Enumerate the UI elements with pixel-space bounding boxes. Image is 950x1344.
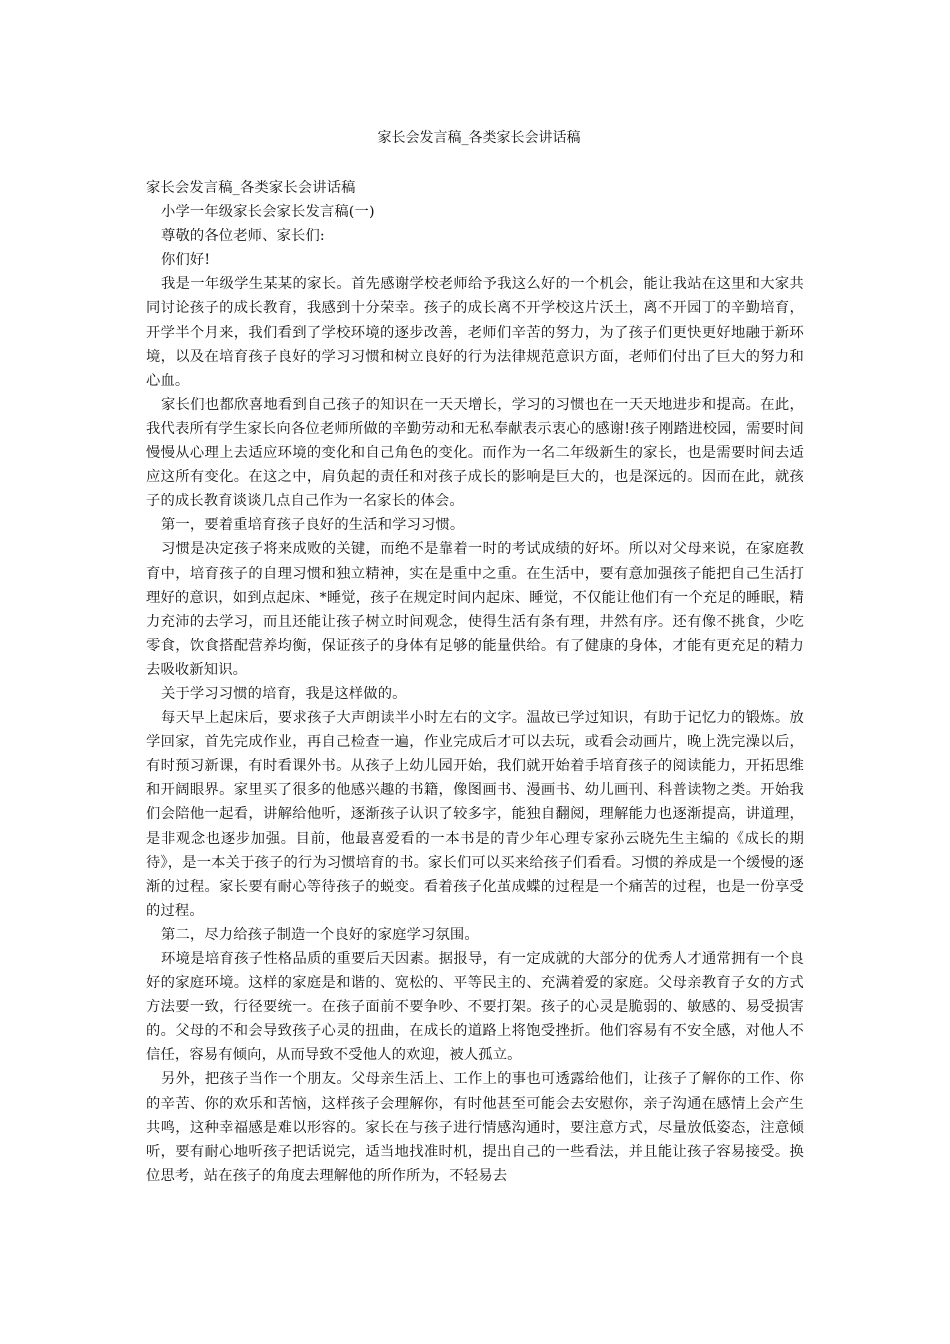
paragraph-daily-routine: 每天早上起床后，要求孩子大声朗读半小时左右的文字。温故已学过知识，有助于记忆力的锻炼。放学回家，首先完成作业，再自己检查一遍，作业完成后才可以去玩，或看会动画片，晚上洗完澡以后，有时预习新课，有时看课外书。从孩子上幼儿园开始，我们就开始着手培育孩子的阅读能力，开拓思维和开阔眼界。家里买了很多的他感兴趣的书籍，像图画书、漫画书、幼儿画刊、科普读物之类。开始我们会陪他一起看，讲解给他听，逐渐孩子认识了较多字，能独自翻阅，理解能力也逐渐提高，讲道理，是非观念也逐步加强。目前，他最喜爱看的一本书是的青少年心理专家孙云晓先生主编的《成长的期待》，是一本关于孩子的行为习惯培育的书。家长们可以买来给孩子们看看。习惯的养成是一个缓慢的逐渐的过程。家长要有耐心等待孩子的蜕变。看着孩子化茧成蝶的过程是一个痛苦的过程，也是一份享受的过程。 xyxy=(146,710,804,919)
point-two-heading: 第二，尽力给孩子制造一个良好的家庭学习氛围。 xyxy=(161,926,479,943)
paragraph-introduction: 我是一年级学生某某的家长。首先感谢学校老师给予我这么好的一个机会，能让我站在这里和大家共同讨论孩子的成长教育，我感到十分荣幸。孩子的成长离不开学校这片沃土，离不开园丁的辛勤培育，开学半个月来，我们看到了学校环境的逐步改善，老师们辛苦的努力，为了孩子们更快更好地融于新环境，以及在培育孩子良好的学习习惯和树立良好的行为法律规范意识方面，老师们付出了巨大的努力和心血。 xyxy=(146,276,804,389)
paragraph-environment: 环境是培育孩子性格品质的重要后天因素。据报导，有一定成就的大部分的优秀人才通常拥有一个良好的家庭环境。这样的家庭是和谐的、宽松的、平等民主的、充满着爱的家庭。父母亲教育子女的方式方法要一致，行径要统一。在孩子面前不要争吵、不要打架。孩子的心灵是脆弱的、敏感的、易受损害的。父母的不和会导致孩子心灵的扭曲，在成长的道路上将饱受挫折。他们容易有不安全感，对他人不信任，容易有倾向，从而导致不受他人的欢迎，被人孤立。 xyxy=(146,951,804,1064)
salutation: 尊敬的各位老师、家长们: xyxy=(161,228,325,245)
study-habits-heading: 关于学习习惯的培育，我是这样做的。 xyxy=(161,685,407,702)
paragraph-friendship: 另外，把孩子当作一个朋友。父母亲生活上、工作上的事也可透露给他们，让孩子了解你的工作、你的辛苦、你的欢乐和苦恼，这样孩子会理解你，有时他甚至可能会去安慰你，亲子沟通在感情上会产生共鸣，这种幸福感是难以形容的。家长在与孩子进行情感沟通时，要注意方式，尽量放低姿态，注意倾听，要有耐心地听孩子把话说完，适当地找准时机，提出自己的一些看法，并且能让孩子容易接受。换位思考，站在孩子的角度去理解他的所作所为，不轻易去 xyxy=(146,1071,804,1184)
paragraph-gratitude: 家长们也都欣喜地看到自己孩子的知识在一天天增长，学习的习惯也在一天天地进步和提高。在此，我代表所有学生家长向各位老师所做的辛勤劳动和无私奉献表示衷心的感谢!孩子刚踏进校园，需要时间慢慢从心理上去适应环境的变化和自己角色的变化。而作为一名二年级新生的家长，也是需要时间去适应这所有变化。在这之中，肩负起的责任和对孩子成长的影响是巨大的，也是深远的。因而在此，就孩子的成长教育谈谈几点自己作为一名家长的体会。 xyxy=(146,396,804,510)
paragraph-habits: 习惯是决定孩子将来成败的关键，而绝不是靠着一时的考试成绩的好坏。所以对父母来说，在家庭教育中，培育孩子的自理习惯和独立精神，实在是重中之重。在生活中，要有意加强孩子能把自己生活打理好的意识，如到点起床、*睡觉，孩子在规定时间内起床、睡觉，不仅能让他们有一个充足的睡眠，精力充沛的去学习，而且还能让孩子树立时间观念，使得生活有条有理，井然有序。还有像不挑食，少吃零食，饮食搭配营养均衡，保证孩子的身体有足够的能量供给。有了健康的身体，才能有更充足的精力去吸收新知识。 xyxy=(146,541,804,678)
document-body xyxy=(146,176,804,1188)
body-heading: 家长会发言稿_各类家长会讲话稿 xyxy=(146,180,356,196)
greeting: 你们好! xyxy=(161,252,211,269)
point-one-heading: 第一，要着重培育孩子良好的生活和学习习惯。 xyxy=(161,517,465,534)
speech-subtitle: 小学一年级家长会家长发言稿(一) xyxy=(161,204,375,221)
document-title: 家长会发言稿_各类家长会讲话稿 xyxy=(377,130,581,146)
